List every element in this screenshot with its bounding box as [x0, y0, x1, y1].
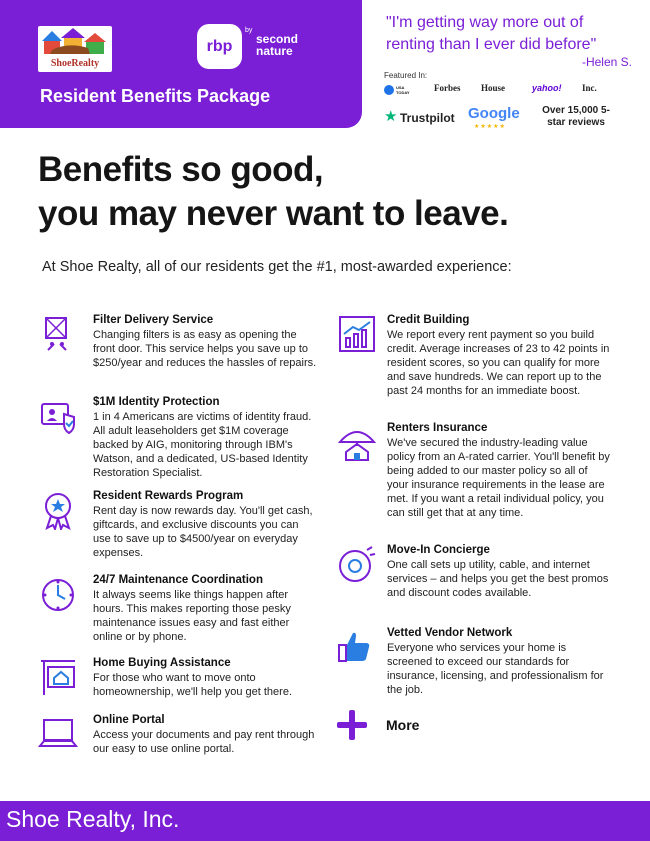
thumbs-up-icon — [337, 627, 377, 667]
google-stars: ★★★★★ — [474, 124, 506, 130]
rewards-ribbon-icon — [38, 490, 78, 530]
benefit-maintenance — [38, 574, 318, 644]
benefit-title: Online Portal — [93, 714, 165, 726]
testimonial-author: -Helen S. — [581, 55, 632, 69]
more-link[interactable]: More — [386, 717, 420, 733]
benefit-desc: It always seems like things happen after hours. This makes reporting those pesky maintenance issues easy and fast either online or by phone. — [93, 589, 291, 643]
benefit-renters-insurance — [337, 422, 617, 530]
benefit-title: Move-In Concierge — [387, 544, 490, 556]
google-label: Google — [468, 105, 520, 122]
benefit-title: Vetted Vendor Network — [387, 627, 513, 639]
benefit-title: 24/7 Maintenance Coordination — [93, 574, 263, 586]
benefit-desc: Everyone who services your home is screened to exceed our standards for insurance, licensing, and professionalism for the job. — [387, 642, 604, 696]
benefit-title: Filter Delivery Service — [93, 314, 214, 326]
headline-line-2: you may never want to leave. — [38, 194, 509, 233]
benefit-desc: Changing filters is as easy as opening the front door. This service helps you save up to $250/year and reduces the hassles of repairs. — [93, 329, 317, 369]
concierge-dial-icon — [337, 544, 377, 584]
house-umbrella-icon — [337, 422, 377, 462]
review-count: Over 15,000 5-star reviews — [542, 105, 610, 128]
credit-chart-icon — [337, 314, 377, 354]
footer-band — [0, 801, 650, 841]
footer-company-name: Shoe Realty, Inc. — [6, 806, 180, 832]
press-usa-today: USA TODAY — [396, 85, 410, 95]
laptop-icon — [38, 714, 78, 754]
press-forbes: Forbes — [434, 83, 461, 93]
filter-delivery-icon — [38, 314, 78, 354]
benefit-rewards — [38, 490, 318, 560]
press-logos — [382, 83, 632, 99]
featured-in-label: Featured In: — [384, 71, 428, 80]
second-nature-brand: second nature — [256, 32, 299, 58]
press-yahoo: yahoo! — [532, 83, 562, 93]
benefit-desc: For those who want to move onto homeownership, we'll help you get there. — [93, 672, 292, 698]
header-band — [0, 0, 362, 128]
benefit-desc: We report every rent payment so you build credit. Average increases of 23 to 42 points in resident scores, so you can qualify for more and save hundreds. We can report up to the past 24 months for an immediate boost. — [387, 329, 610, 397]
plus-icon[interactable] — [336, 709, 368, 741]
benefit-desc: 1 in 4 Americans are victims of identity fraud. All adult leaseholders get $1M coverage backed by AIG, monitoring through IBM's Watson, and a dedicated, US-based Identity Restoration Specialist. — [93, 411, 312, 479]
shoe-realty-logo — [38, 26, 112, 72]
benefit-vetted-vendors — [337, 627, 617, 697]
review-row — [384, 105, 634, 135]
trustpilot-label: Trustpilot — [400, 111, 455, 125]
intro-text: At Shoe Realty, all of our residents get the #1, most-awarded experience: — [42, 259, 512, 275]
testimonial-quote: "I'm getting way more out of renting than I ever did before" — [386, 14, 597, 53]
benefit-title: $1M Identity Protection — [93, 396, 220, 408]
benefit-online-portal — [38, 714, 318, 764]
package-title: Resident Benefits Package — [40, 86, 271, 106]
benefit-title: Renters Insurance — [387, 422, 488, 434]
usa-today-icon — [384, 85, 394, 95]
benefit-desc: We've secured the industry-leading value policy from an A-rated carrier. You'll benefit by being added to our master policy so all of your insurance requirements in the lease are met. If you want a retail individual policy, you can still get that at any time. — [387, 437, 610, 519]
press-house: House — [481, 83, 506, 93]
clock-icon — [38, 574, 78, 614]
home-sign-icon — [38, 657, 78, 697]
press-inc: Inc. — [582, 83, 597, 93]
trustpilot-star-icon: ★ — [384, 108, 398, 125]
benefit-home-buying — [38, 657, 318, 707]
benefit-title: Credit Building — [387, 314, 470, 326]
benefit-desc: One call sets up utility, cable, and internet services – and helps you get the best promos and discount codes available. — [387, 559, 609, 599]
benefit-filter-delivery — [38, 314, 318, 384]
headline-line-1: Benefits so good, — [38, 150, 324, 189]
benefit-title: Resident Rewards Program — [93, 490, 244, 502]
benefit-credit-building — [337, 314, 617, 409]
rbp-mark: rbp — [206, 37, 233, 55]
benefit-title: Home Buying Assistance — [93, 657, 231, 669]
benefit-desc: Access your documents and pay rent through our easy to use online portal. — [93, 729, 315, 755]
by-text: by — [245, 27, 253, 34]
benefit-desc: Rent day is now rewards day. You'll get cash, giftcards, and exclusive discounts you can use to save up to $4500/year on everyday expenses. — [93, 505, 313, 559]
logo-text: ShoeRealty — [50, 58, 100, 69]
benefit-move-in-concierge — [337, 544, 617, 612]
headline — [38, 148, 638, 236]
identity-protection-icon — [38, 396, 78, 436]
rbp-badge — [197, 24, 242, 69]
benefit-identity-protection — [38, 396, 318, 479]
